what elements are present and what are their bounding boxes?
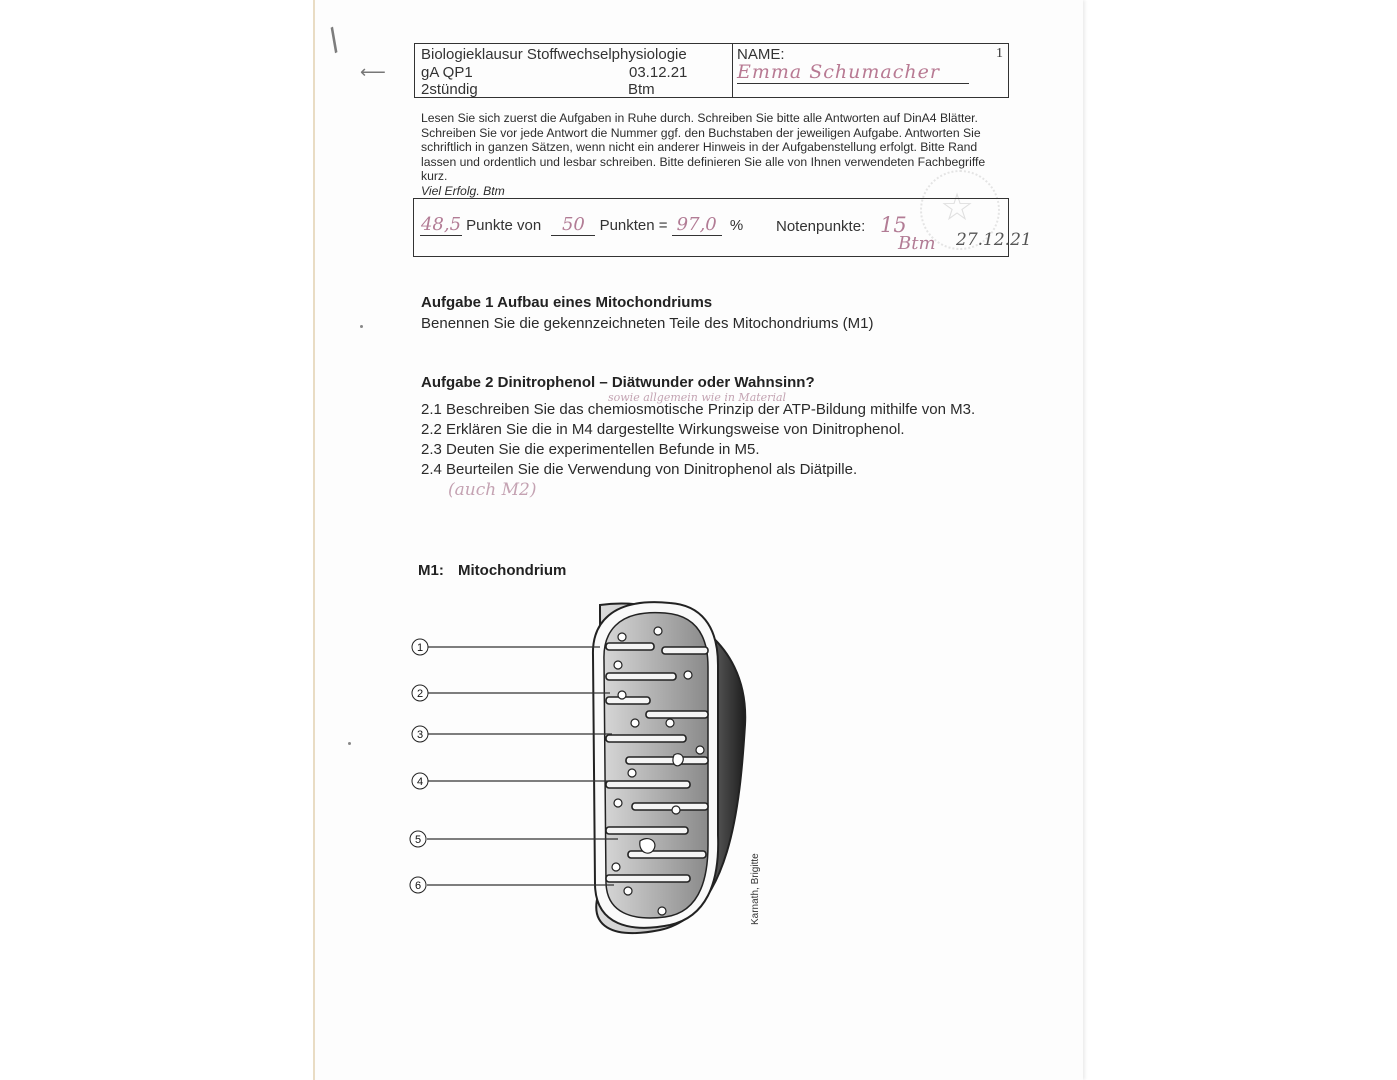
marker-5: 5 bbox=[414, 834, 422, 846]
task1-text: Benennen Sie die gekennzeichneten Teile des Mitochondriums (M1) bbox=[421, 315, 874, 332]
marker-6: 6 bbox=[414, 880, 422, 892]
points-achieved: 48,5 bbox=[420, 214, 462, 235]
m1-label: M1: bbox=[418, 562, 444, 579]
m1-title: Mitochondrium bbox=[458, 562, 567, 579]
instructions bbox=[421, 111, 991, 199]
m1-heading bbox=[418, 562, 566, 579]
grade-value: 15 bbox=[880, 213, 907, 237]
margin-dot bbox=[360, 325, 363, 328]
points-label: Punkte von bbox=[466, 217, 542, 234]
grade-label: Notenpunkte: bbox=[776, 218, 866, 235]
label-markers bbox=[410, 639, 428, 893]
instructions-text: Lesen Sie sich zuerst die Aufgaben in Ruhe durch. Schreiben Sie bitte alle Antworten auf DinA4 Blätter. Schreiben Sie vor jede Antwort die Nummer ggf. den Buchstaben der jeweiligen Aufgabe. Antworten Sie schriftlich in ganzen Sätzen, wenn nicht ein anderer Hinweis in der Aufgabenstellung erfolgt. Bitte Rand lassen und ordentlich und lesbar schreiben. Bitte definieren Sie alle von Ihnen verwendeten Fachbegriffe kurz. bbox=[421, 111, 986, 184]
teacher-abbrev: Btm bbox=[628, 81, 655, 98]
grading-date: 27.12.21 bbox=[956, 230, 1032, 250]
marker-1: 1 bbox=[416, 642, 424, 654]
marker-3: 3 bbox=[416, 729, 424, 741]
dna-loop bbox=[640, 839, 655, 854]
margin-dot bbox=[348, 742, 351, 745]
page-number: 1 bbox=[996, 46, 1003, 61]
task2-item: 2.4 Beurteilen Sie die Verwendung von Dinitrophenol als Diätpille. bbox=[421, 461, 858, 478]
score-box bbox=[413, 198, 1032, 257]
grader-signature: Btm bbox=[898, 233, 936, 254]
ribosome-cluster bbox=[673, 754, 683, 766]
marker-2: 2 bbox=[416, 688, 424, 700]
percent-sign: % bbox=[729, 217, 744, 234]
corner-check-mark: / bbox=[322, 21, 347, 61]
exam-duration: 2stündig bbox=[421, 81, 478, 98]
label-lines bbox=[427, 647, 618, 885]
points-label-2: Punkten = bbox=[599, 217, 668, 234]
task1-title: Aufgabe 1 Aufbau eines Mitochondriums bbox=[421, 294, 713, 311]
percent-value: 97,0 bbox=[672, 214, 722, 236]
task2-handwritten-addition: (auch M2) bbox=[448, 480, 537, 500]
course-group: gA QP1 bbox=[421, 64, 473, 81]
margin-arrow-mark: ⟵ bbox=[360, 62, 386, 82]
points-total: 50 bbox=[551, 214, 595, 236]
task2-handwritten-note: sowie allgemein wie in Material bbox=[608, 391, 787, 404]
task2-item: 2.1 Beschreiben Sie das chemiosmotische Prinzip der ATP-Bildung mithilfe von M3. bbox=[421, 401, 976, 418]
task2-title: Aufgabe 2 Dinitrophenol – Diätwunder oder Wahnsinn? bbox=[421, 374, 815, 391]
marker-4: 4 bbox=[416, 776, 424, 788]
course-title: Biologieklausur Stoffwechselphysiologie bbox=[421, 46, 687, 63]
mitochondrial-matrix bbox=[604, 613, 708, 918]
mitochondrion-diagram bbox=[400, 595, 760, 945]
task2-item: 2.2 Erklären Sie die in M4 dargestellte Wirkungsweise von Dinitrophenol. bbox=[421, 421, 905, 438]
points-line bbox=[420, 214, 743, 236]
exam-header bbox=[414, 43, 1009, 98]
exam-date: 03.12.21 bbox=[629, 64, 688, 81]
image-credit: Karnath, Brigitte bbox=[750, 853, 761, 925]
exam-info bbox=[415, 44, 733, 97]
student-name: Emma Schumacher bbox=[737, 61, 969, 84]
name-label: NAME: bbox=[737, 46, 785, 63]
stamp-star-icon: ☆ bbox=[940, 187, 975, 229]
task2-item: 2.3 Deuten Sie die experimentellen Befunde in M5. bbox=[421, 441, 760, 458]
instructions-farewell: Viel Erfolg. Btm bbox=[421, 183, 505, 198]
